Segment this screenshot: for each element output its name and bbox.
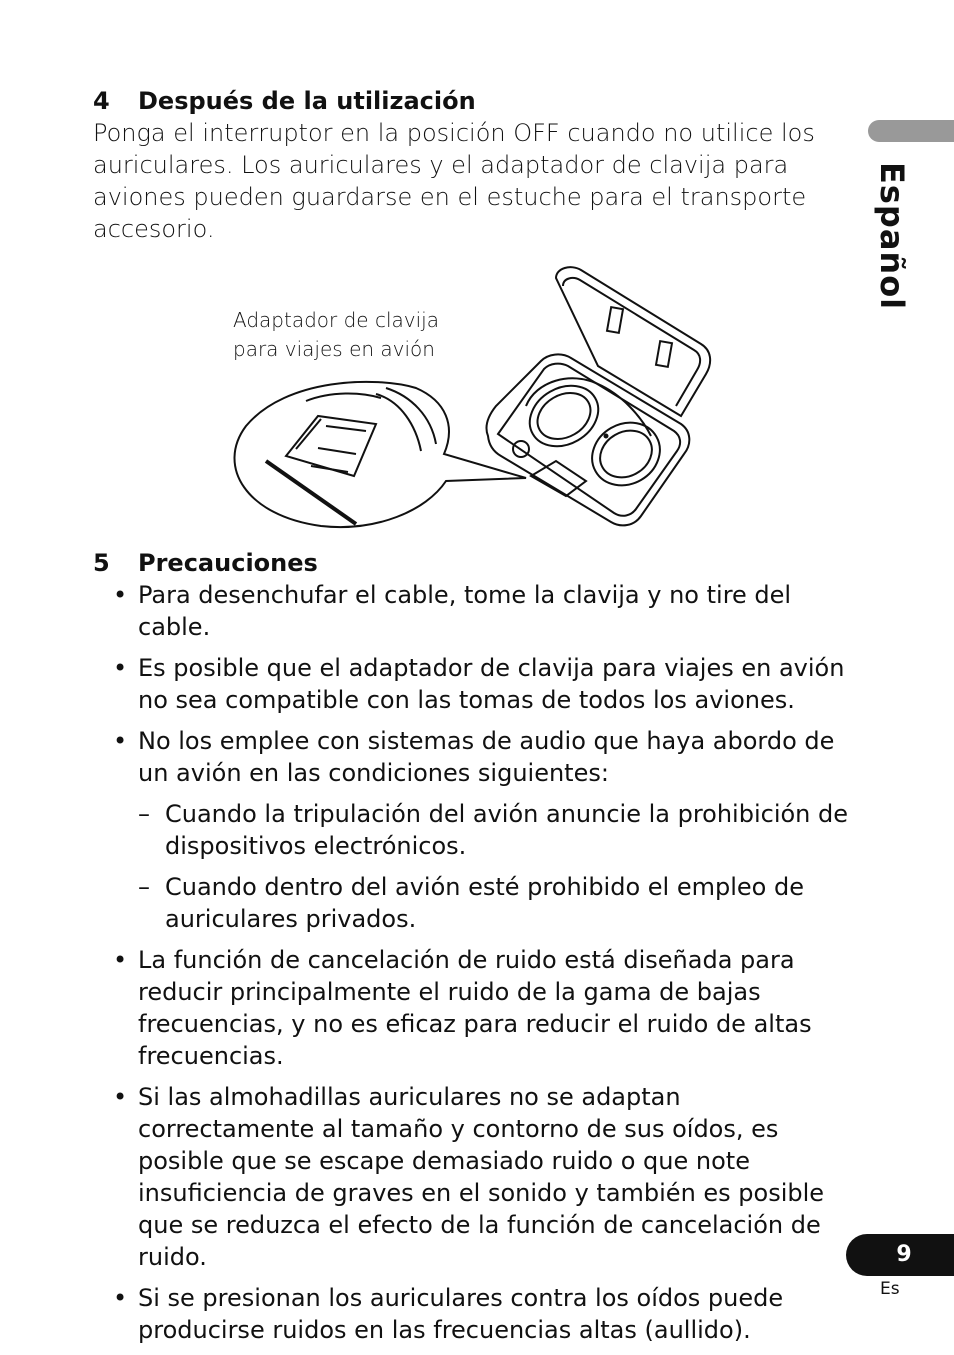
section-4-number: 4 [93, 87, 110, 115]
sub-bullet-text: Cuando la tripulación del avión anuncie la prohibición de dispositivos electrónicos. [165, 800, 849, 860]
section-4-heading [93, 85, 476, 117]
precautions-list [113, 579, 858, 1355]
list-item [113, 1282, 858, 1346]
section-5-title: Precauciones [138, 549, 318, 577]
conditions-sublist [138, 798, 858, 935]
list-item [113, 944, 858, 1072]
section-5-heading [93, 547, 318, 579]
carrying-case [486, 267, 710, 525]
adapter-magnifier [235, 382, 526, 527]
carrying-case-illustration [226, 266, 716, 532]
dash-mark: – [138, 800, 150, 828]
figure-callout: Adaptador de clavija para viajes en avión [233, 308, 439, 361]
bullet-mark: • [113, 1083, 128, 1111]
list-item [113, 1081, 858, 1273]
sub-bullet-text: Cuando dentro del avión esté prohibido el empleo de auriculares privados. [165, 873, 804, 933]
language-tab-label: Español [873, 162, 911, 311]
bullet-mark: • [113, 581, 128, 609]
sub-list-item [138, 798, 858, 862]
section-4-text: Ponga el interruptor en la posición OFF cuando no utilice los auriculares. Los auriculares y el adaptador de clavija para aviones pueden guardarse en el estuche para el transporte accesorio. [93, 119, 815, 243]
dash-mark: – [138, 873, 150, 901]
bullet-text: Si se presionan los auriculares contra los oídos puede producirse ruidos en las frecuencias altas (aullido). [138, 1284, 784, 1344]
language-code: Es [880, 1279, 900, 1299]
bullet-mark: • [113, 654, 128, 682]
bullet-text: Es posible que el adaptador de clavija para viajes en avión no sea compatible con las tomas de todos los aviones. [138, 654, 845, 714]
section-4-title: Después de la utilización [138, 87, 476, 115]
bullet-text: No los emplee con sistemas de audio que haya abordo de un avión en las condiciones siguientes: [138, 727, 835, 787]
section-5-number: 5 [93, 549, 110, 577]
bullet-text: La función de cancelación de ruido está diseñada para reducir principalmente el ruido de la gama de bajas frecuencias, y no es eficaz para reducir el ruido de altas frecuencias. [138, 946, 812, 1070]
page-number: 9 [846, 1234, 954, 1276]
bullet-mark: • [113, 727, 128, 755]
bullet-mark: • [113, 946, 128, 974]
bullet-text: Si las almohadillas auriculares no se adaptan correctamente al tamaño y contorno de sus oídos, es posible que se escape demasiado ruido o que note insuficiencia de graves en el sonido y también es posible que se reduzca el efecto de la función de cancelación de ruido. [138, 1083, 825, 1271]
bullet-text: Para desenchufar el cable, tome la clavija y no tire del cable. [138, 581, 792, 641]
list-item [113, 725, 858, 935]
bullet-mark: • [113, 1284, 128, 1312]
sub-list-item [138, 871, 858, 935]
list-item [113, 579, 858, 643]
list-item [113, 652, 858, 716]
language-tab-bar [868, 120, 954, 142]
